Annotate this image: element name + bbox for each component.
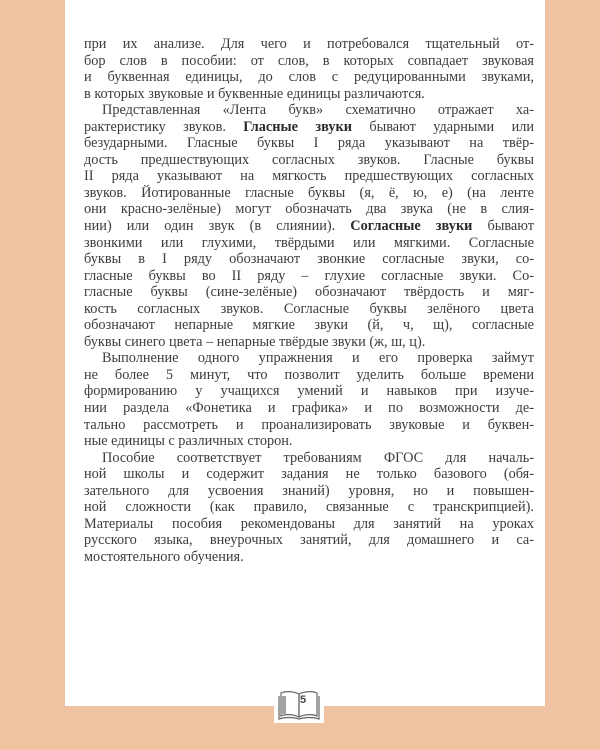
text-segment: Выполнение одного упражнения и его проверка займут: [102, 350, 534, 367]
text-segment: рактеристику звуков.: [84, 118, 244, 135]
text-line: [84, 317, 534, 334]
text-line: [84, 433, 534, 450]
text-line: [84, 152, 534, 169]
text-segment: обозначают непарные мягкие звуки (й, ч, щ), согласные: [84, 317, 534, 334]
text-segment: не более 5 минут, что позволит уделить больше времени: [84, 366, 534, 383]
text-line: [84, 53, 534, 70]
text-line: [84, 235, 534, 252]
bold-term: Гласные звуки: [243, 118, 352, 135]
text-segment: зательного для усвоения знаний) уровня, но и повышен-: [84, 482, 534, 499]
text-segment: дость предшествующих согласных звуков. Гласные буквы: [84, 151, 534, 168]
text-line: [84, 135, 534, 152]
text-line: [84, 185, 534, 202]
open-book-icon: [275, 688, 323, 722]
text-segment: кость согласных звуков. Согласные буквы зелёного цвета: [84, 300, 534, 317]
text-line: [84, 350, 534, 367]
text-segment: мостоятельного обучения.: [84, 548, 244, 565]
text-segment: гласные буквы (сине-зелёные) обозначают твёрдость и мяг-: [84, 284, 534, 301]
text-line: [84, 334, 534, 351]
text-segment: русского языка, внеурочных занятий, для домашнего и са-: [84, 532, 534, 549]
text-segment: бывают ударными или: [351, 118, 534, 135]
text-segment: бор слов в пособии: от слов, в которых совпадает звуковая: [84, 52, 534, 69]
text-segment: гласные буквы во II ряду – глухие согласные звуки. Со-: [84, 267, 534, 284]
bold-term: Согласные звуки: [350, 218, 473, 235]
text-line: [84, 36, 534, 53]
text-line: [84, 201, 534, 218]
text-line: [84, 168, 534, 185]
text-segment: формированию у учащихся умений и навыков при изуче-: [84, 383, 534, 400]
text-segment: и буквенная единицы, до слов с редуцированными звуками,: [84, 69, 534, 86]
text-segment: они красно-зелёные) могут обозначать два звука (не в слия-: [84, 201, 534, 218]
text-segment: безударными. Гласные буквы I ряда указывают на твёр-: [84, 135, 534, 152]
text-line: [84, 483, 534, 500]
text-line: [84, 102, 534, 119]
text-line: [84, 516, 534, 533]
text-segment: Материалы пособия рекомендованы для занятий на уроках: [84, 515, 534, 532]
page-number: 5: [300, 694, 307, 706]
text-line: [84, 466, 534, 483]
text-segment: Пособие соответствует требованиям ФГОС для началь-: [102, 449, 534, 466]
text-line: [84, 499, 534, 516]
text-line: [84, 268, 534, 285]
text-segment: II ряда указывают на мягкость предшествующих согласных: [84, 168, 534, 185]
body-text: [84, 36, 534, 566]
text-segment: бывают: [472, 218, 534, 235]
text-segment: Представленная «Лента букв» схематично отражает ха-: [102, 102, 534, 119]
text-segment: ные единицы с различных сторон.: [84, 433, 293, 450]
text-segment: ной сложности (как правило, связанные с транскрипцией).: [84, 499, 534, 516]
text-line: [84, 383, 534, 400]
text-line: [84, 417, 534, 434]
text-line: [84, 69, 534, 86]
text-line: [84, 450, 534, 467]
text-segment: тально рассмотреть и проанализировать звуковые и буквен-: [84, 416, 534, 433]
text-line: [84, 119, 534, 136]
text-segment: нии раздела «Фонетика и графика» и по возможности де-: [84, 400, 534, 417]
text-line: [84, 367, 534, 384]
text-segment: звонкими или глухими, твёрдыми или мягкими. Согласные: [84, 234, 534, 251]
text-line: [84, 86, 534, 103]
text-segment: при их анализе. Для чего и потребовался тщательный от-: [84, 36, 534, 52]
text-segment: ной школы и содержит задания не только базового (обя-: [84, 466, 534, 483]
page-number-badge: [274, 687, 324, 723]
text-line: [84, 301, 534, 318]
text-line: [84, 532, 534, 549]
text-line: [84, 218, 534, 235]
text-segment: нии) или один звук (в слиянии).: [84, 218, 351, 235]
text-segment: звуков. Йотированные гласные буквы (я, ё, ю, е) (на ленте: [84, 184, 534, 201]
text-segment: в которых звуковые и буквенные единицы различаются.: [84, 85, 425, 102]
text-segment: буквы синего цвета – непарные твёрдые звуки (ж, ш, ц).: [84, 333, 426, 350]
text-segment: буквы в I ряду обозначают звонкие согласные звуки, со-: [84, 251, 534, 268]
text-line: [84, 284, 534, 301]
text-line: [84, 251, 534, 268]
text-line: [84, 400, 534, 417]
text-line: [84, 549, 534, 566]
